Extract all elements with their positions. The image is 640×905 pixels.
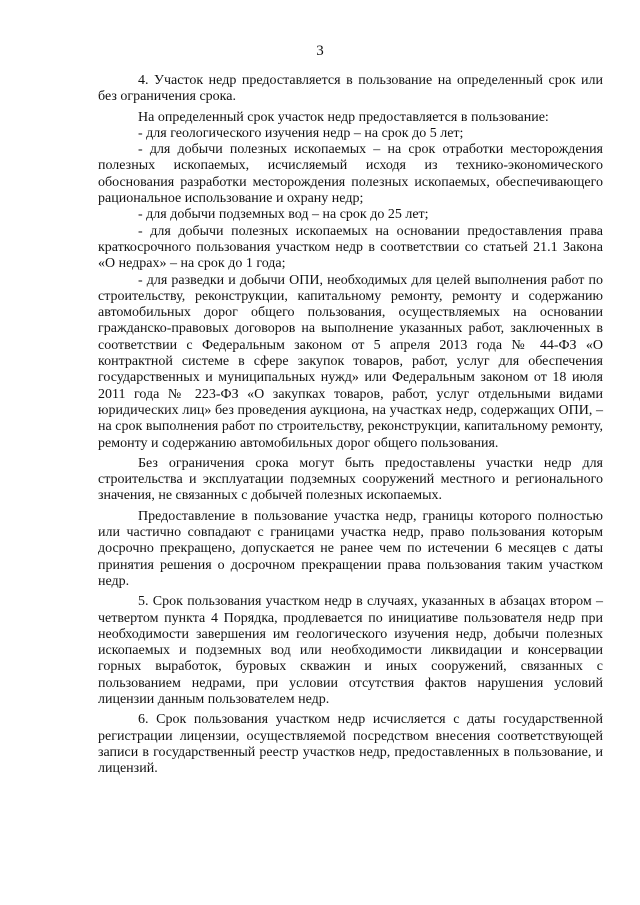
document-body <box>98 73 603 777</box>
paragraph-clause-4: 4. Участок недр предоставляется в пользование на определенный срок или без ограничения срока. <box>98 73 603 105</box>
list-item-mineral-extraction: - для добычи полезных ископаемых – на срок отработки месторождения полезных ископаемых, исчисляемый исходя из технико-экономического обоснования разработки месторождения полезных ископаемых, обеспечивающего рациональное использование и охрану недр; <box>98 142 603 207</box>
paragraph-fixed-term-intro: На определенный срок участок недр предоставляется в пользование: <box>138 109 549 125</box>
paragraph-clause-5: 5. Срок пользования участком недр в случаях, указанных в абзацах втором – четвертом пункта 4 Порядка, продлевается по инициативе пользователя недр при необходимости завершения им геологического изучения недр, добычи полезных ископаемых и подземных вод или необходимости ликвидации и консервации горных выработок, буровых скважин и иных сооружений, связанных с пользованием недрами, при условии отсутствия фактов нарушения условий лицензии данным пользователем недр. <box>98 594 603 707</box>
paragraph-unlimited-term: Без ограничения срока могут быть предоставлены участки недр для строительства и эксплуатации подземных сооружений местного и регионального значения, не связанных с добычей полезных ископаемых. <box>98 455 603 504</box>
page-number: 3 <box>316 43 324 59</box>
paragraph-reprovision: Предоставление в пользование участка недр, границы которого полностью или частично совпадают с границами участка недр, право пользования которым досрочно прекращено, допускается не ранее чем по истечении 6 месяцев с даты принятия решения о досрочном прекращении права пользования таким участком недр. <box>98 508 603 589</box>
list-item-groundwater: - для добычи подземных вод – на срок до 25 лет; <box>138 207 429 223</box>
list-item-road-construction: - для разведки и добычи ОПИ, необходимых для целей выполнения работ по строительству, реконструкции, капитальному ремонту, ремонту и содержанию автомобильных дорог общего пользования, осуществляемых на основании гражданско-правовых договоров на выполнение указанных работ, заключенных в соответствии с Федеральным законом от 5 апреля 2013 года № 44-ФЗ «О контрактной системе в сфере закупок товаров, работ, услуг для обеспечения государственных и муниципальных нужд» или Федеральным законом от 18 июля 2011 года № 223-ФЗ «О закупках товаров, работ, услуг отдельными видами юридических лиц» без проведения аукциона, на участках недр, содержащих ОПИ, – на срок выполнения работ по строительству, реконструкции, капитальному ремонту, ремонту и содержанию автомобильных дорог общего пользования. <box>98 272 603 451</box>
list-item-geological-study: - для геологического изучения недр – на срок до 5 лет; <box>138 125 464 141</box>
paragraph-clause-6: 6. Срок пользования участком недр исчисляется с даты государственной регистрации лицензии, осуществляемой посредством внесения соответствующей записи в государственный реестр участков недр, предоставленных в пользование, и лицензий. <box>98 712 603 777</box>
list-item-short-term-use: - для добычи полезных ископаемых на основании предоставления права краткосрочного пользования участком недр в соответствии со статьей 21.1 Закона «О недрах» – на срок до 1 года; <box>98 223 603 272</box>
